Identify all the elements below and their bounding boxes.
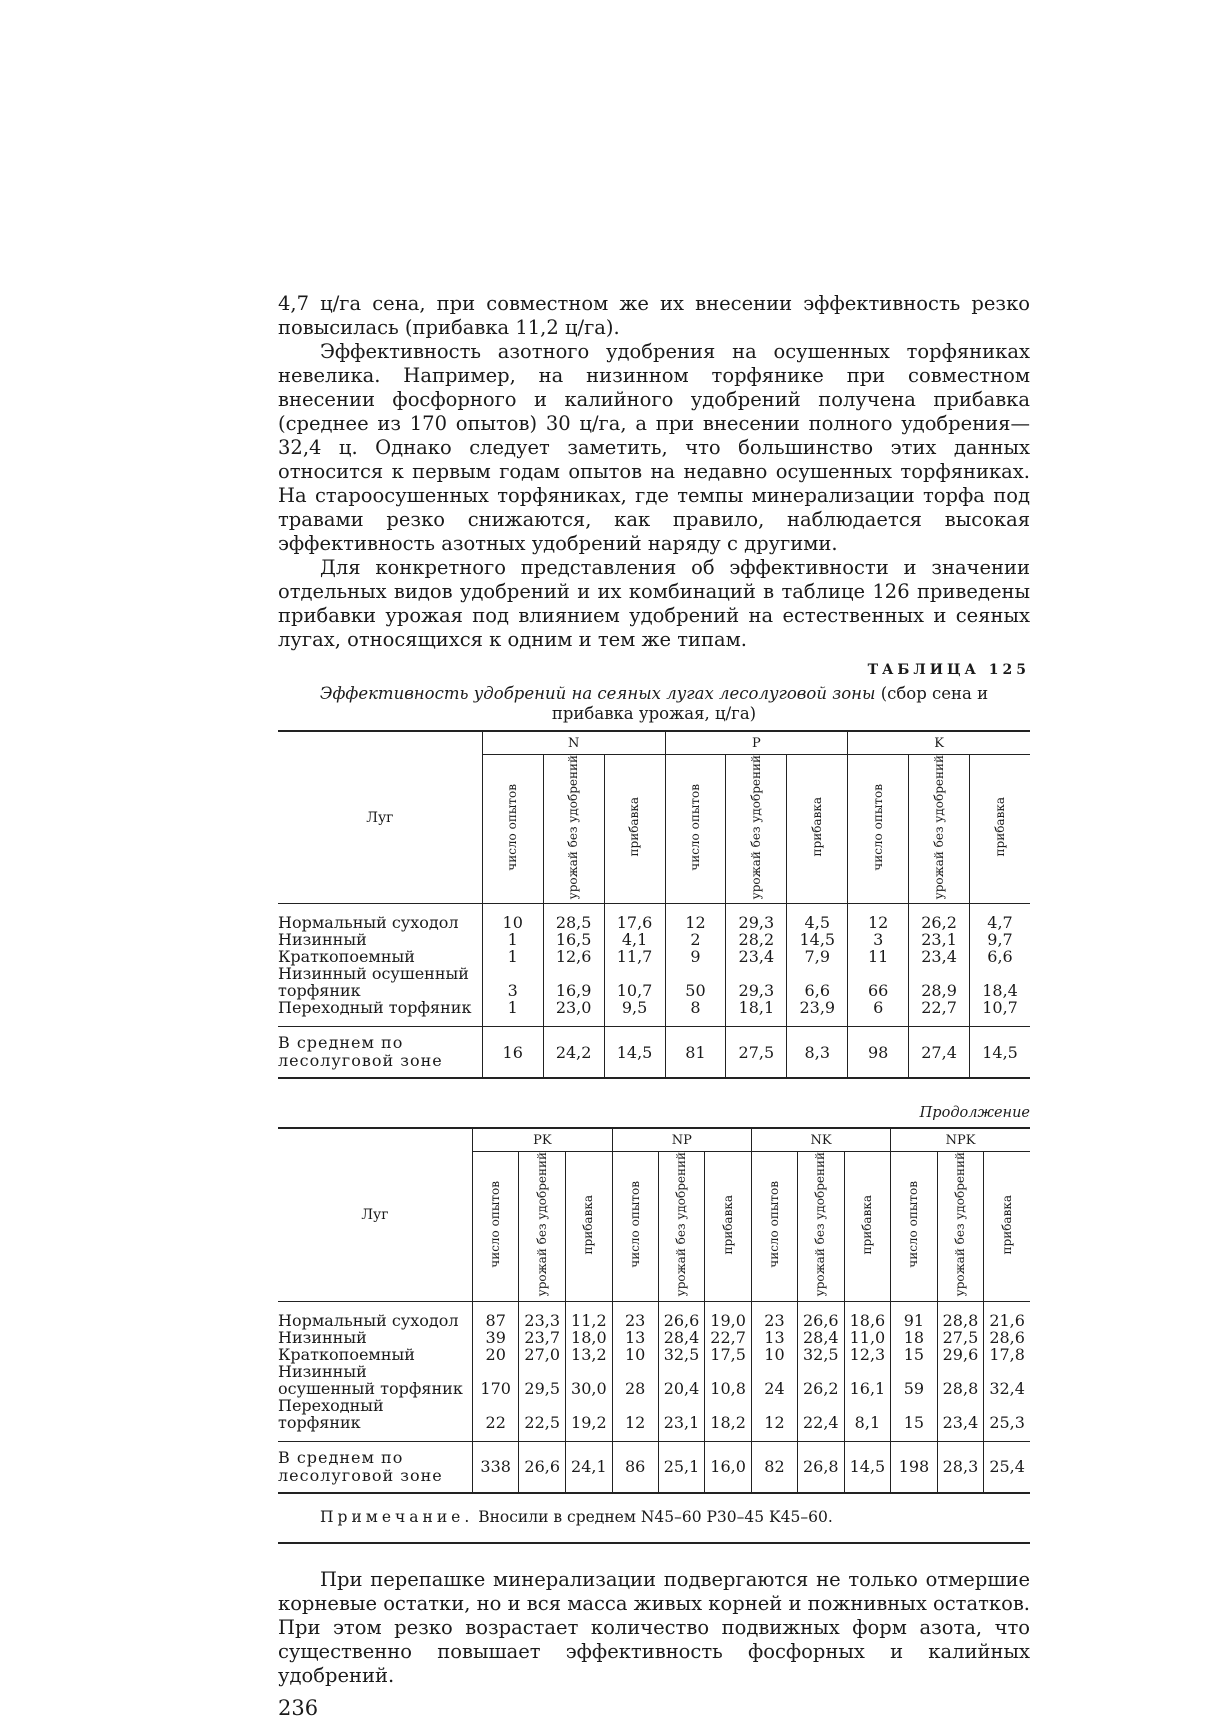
sub-header-text: урожай без удобрений	[813, 1152, 828, 1297]
sub-header-text: число опытов	[505, 783, 520, 871]
table-cell: 27,0	[519, 1346, 566, 1363]
group-header: NP	[612, 1128, 751, 1152]
average-cell: 14,5	[604, 1027, 665, 1079]
table-cell: 23,4	[937, 1397, 984, 1431]
row-label: Краткопоемный	[278, 948, 482, 965]
table-cell: 25,3	[989, 1412, 1025, 1432]
table-cell: 16,5	[543, 931, 604, 948]
table-cell: 13	[751, 1329, 797, 1346]
table-cell: 16,9	[543, 965, 604, 999]
table-cell: 11	[848, 948, 909, 965]
row-label: Нормальный суходол	[278, 1312, 472, 1329]
table-cell: 9,5	[604, 999, 665, 1016]
table-cell: 28,8	[937, 1363, 984, 1397]
table-cell: 26,6	[658, 1312, 705, 1329]
table-label: ТАБЛИЦА 125	[867, 662, 1030, 678]
sub-header	[848, 755, 909, 904]
sub-header	[970, 755, 1030, 904]
group-header: P	[665, 731, 848, 755]
table-cell: 4,7	[987, 913, 1013, 933]
table-cell: 4,1	[604, 931, 665, 948]
sub-header-text: урожай без удобрений	[952, 1152, 967, 1297]
average-cell: 24,1	[566, 1441, 613, 1493]
table-cell: 22	[472, 1397, 518, 1431]
sub-header-text: число опытов	[766, 1181, 781, 1268]
average-cell: 14,5	[844, 1441, 891, 1493]
table-cell: 39	[472, 1329, 518, 1346]
sub-header	[797, 1152, 844, 1301]
table-cell: 170	[472, 1363, 518, 1397]
table-cell: 32,5	[658, 1346, 705, 1363]
table-caption-italic: Эффективность удобрений на сеяных лугах лесолуговой зоны	[319, 684, 876, 703]
table-cell: 19,2	[566, 1397, 613, 1431]
average-cell: 8,3	[787, 1027, 848, 1079]
table-cell: 23,7	[519, 1329, 566, 1346]
table-cell: 9,7	[987, 930, 1013, 950]
table-cell: 28,5	[543, 914, 604, 931]
sub-header-text: урожай без удобрений	[931, 755, 946, 900]
row-label: Низинный осушенный торфяник	[278, 1363, 472, 1397]
table-cell: 6,6	[987, 947, 1013, 967]
sub-header	[705, 1152, 752, 1301]
average-cell: 25,4	[989, 1457, 1025, 1477]
table-caption-rest: (сбор сена и прибавка урожая, ц/га)	[551, 684, 989, 723]
average-cell: 86	[612, 1441, 658, 1493]
divider	[278, 1542, 1030, 1544]
sub-header	[787, 755, 848, 904]
group-header: NK	[751, 1128, 890, 1152]
sub-header-text: урожай без удобрений	[534, 1152, 549, 1297]
table-cell: 17,8	[989, 1344, 1025, 1364]
table-cell: 11,7	[604, 948, 665, 965]
table-cell: 27,5	[937, 1329, 984, 1346]
table-cell: 8	[665, 999, 726, 1016]
table-cell: 50	[665, 965, 726, 999]
table-cell: 9	[665, 948, 726, 965]
table-cell: 16,1	[844, 1363, 891, 1397]
table-cell: 30,0	[566, 1363, 613, 1397]
sub-header-text: урожай без удобрений	[566, 755, 581, 900]
average-cell: 98	[848, 1027, 909, 1079]
sub-header	[604, 755, 665, 904]
sub-header-text: прибавка	[720, 1194, 735, 1255]
table-cell: 26,2	[797, 1363, 844, 1397]
row-label: Переходный торфяник	[278, 999, 482, 1016]
sub-header-text: прибавка	[992, 797, 1007, 857]
table-cell: 91	[891, 1312, 937, 1329]
table-cell: 29,3	[726, 965, 787, 999]
row-label: Низинный осушенный торфяник	[278, 965, 482, 999]
sub-header-text: прибавка	[581, 1194, 596, 1255]
average-cell: 198	[891, 1441, 937, 1493]
sub-header-text: число опытов	[870, 783, 885, 871]
table-cell: 28,2	[726, 931, 787, 948]
table-cell: 10	[612, 1346, 658, 1363]
table-cell: 26,2	[909, 914, 970, 931]
table-cell: 23,3	[519, 1312, 566, 1329]
sub-header	[726, 755, 787, 904]
sub-header	[612, 1152, 658, 1301]
sub-header	[844, 1152, 891, 1301]
table-cell: 22,7	[705, 1329, 752, 1346]
table-cell: 2	[665, 931, 726, 948]
table-cell: 10,8	[705, 1363, 752, 1397]
table-cell: 66	[848, 965, 909, 999]
group-header: N	[482, 731, 665, 755]
table-cell: 6	[848, 999, 909, 1016]
average-cell: 26,8	[797, 1441, 844, 1493]
paragraph-3: Для конкретного представления об эффективности и значении отдельных видов удобрений и их комбинаций в таблице 126 приведены прибавки урожая под влиянием удобрений на естественных и сеяных лугах, относящихся к одним и тем же типам.	[278, 556, 1030, 651]
row-label: Низинный	[278, 931, 482, 948]
sub-header-text: прибавка	[859, 1194, 874, 1255]
row-label: Низинный	[278, 1329, 472, 1346]
average-row	[278, 1441, 1030, 1493]
sub-header-text: урожай без удобрений	[748, 755, 763, 900]
table-cell: 17,5	[705, 1346, 752, 1363]
table-cell: 59	[891, 1363, 937, 1397]
table-cell: 22,5	[519, 1397, 566, 1431]
average-cell: 81	[665, 1027, 726, 1079]
table-cell: 12	[612, 1397, 658, 1431]
average-label: В среднем по лесолуговой зоне	[278, 1441, 472, 1493]
table-cell: 12,6	[543, 948, 604, 965]
table-cell: 7,9	[787, 948, 848, 965]
sub-header	[909, 755, 970, 904]
table-cell: 14,5	[787, 931, 848, 948]
average-cell: 26,6	[519, 1441, 566, 1493]
table-row	[278, 948, 1030, 965]
table-cell: 87	[472, 1312, 518, 1329]
table-cell: 32,5	[797, 1346, 844, 1363]
sub-header-text: прибавка	[627, 797, 642, 857]
table-cell: 22,4	[797, 1397, 844, 1431]
note-text: Вносили в среднем N45–60 P30–45 K45–60.	[478, 1507, 833, 1526]
table-cell: 3	[848, 931, 909, 948]
sub-header	[665, 755, 726, 904]
average-cell: 16,0	[705, 1441, 752, 1493]
table-cell: 23,9	[787, 999, 848, 1016]
row-label: Переходный торфяник	[278, 1397, 472, 1431]
table-cell: 10,7	[604, 965, 665, 999]
table-cell: 6,6	[787, 965, 848, 999]
average-cell: 27,5	[726, 1027, 787, 1079]
sub-header	[482, 755, 543, 904]
table-cell: 4,5	[787, 914, 848, 931]
table-cell: 15	[891, 1346, 937, 1363]
table-1	[278, 730, 1030, 1079]
table-cell: 18,2	[705, 1397, 752, 1431]
table-cell: 17,6	[604, 914, 665, 931]
table-cell: 20	[472, 1346, 518, 1363]
table-cell: 29,6	[937, 1346, 984, 1363]
row-label: Краткопоемный	[278, 1346, 472, 1363]
sub-header-text: урожай без удобрений	[674, 1152, 688, 1297]
table-cell: 28,4	[658, 1329, 705, 1346]
row-label: Нормальный суходол	[278, 914, 482, 931]
table-cell: 10	[482, 914, 543, 931]
paragraph-1: 4,7 ц/га сена, при совместном же их внесении эффективность резко повысилась (прибавка 11,2 ц/га).	[278, 292, 1030, 339]
table-row	[278, 1312, 1030, 1329]
table-cell: 26,6	[797, 1312, 844, 1329]
paragraph-2: Эффективность азотного удобрения на осушенных торфяниках невелика. Например, на низинном торфянике при совместном внесении фосфорного и калийного удобрений получена прибавка (среднее из 170 опытов) 30 ц/га, а при внесении полного удобрения—32,4 ц. Однако следует заметить, что большинство этих данных относится к первым годам опытов на недавно осушенных торфяниках. На староосушенных торфяниках, где темпы минерализации торфа под травами резко снижаются, как правило, наблюдается высокая эффективность азотных удобрений наряду с другими.	[278, 340, 1030, 555]
sub-header	[543, 755, 604, 904]
note-label: Примечание.	[320, 1507, 474, 1526]
table-cell: 29,3	[726, 914, 787, 931]
table-cell: 21,6	[989, 1310, 1025, 1330]
table-cell: 28,9	[909, 965, 970, 999]
average-label: В среднем по лесолуговой зоне	[278, 1027, 482, 1079]
sub-header	[937, 1152, 984, 1301]
table-cell: 10,7	[982, 998, 1018, 1018]
table-cell: 28,6	[989, 1327, 1025, 1347]
table-row	[278, 999, 1030, 1016]
page-number: 236	[278, 1695, 319, 1720]
paragraph-4: При перепашке минерализации подвергаются не только отмершие корневые остатки, но и вся масса живых корней и пожнивных остатков. При этом резко возрастает количество подвижных форм азота, что существенно повышает эффективность фосфорных и калийных удобрений.	[278, 1567, 1030, 1687]
sub-header-text: число опытов	[687, 783, 702, 871]
table-cell: 11,2	[566, 1312, 613, 1329]
sub-header	[658, 1152, 705, 1301]
table-caption	[278, 684, 1030, 724]
table-cell: 23,4	[909, 948, 970, 965]
group-header: NPK	[891, 1128, 1030, 1152]
sub-header	[472, 1152, 518, 1301]
sub-header-text: число опытов	[627, 1181, 642, 1268]
table-note	[320, 1508, 1030, 1526]
table-cell: 23	[751, 1312, 797, 1329]
table-row	[278, 931, 1030, 948]
table-cell: 12	[848, 914, 909, 931]
sub-header	[984, 1152, 1030, 1301]
table-cell: 19,0	[705, 1312, 752, 1329]
table-cell: 29,5	[519, 1363, 566, 1397]
table-row	[278, 965, 1030, 999]
table-row	[278, 914, 1030, 931]
average-cell: 338	[472, 1441, 518, 1493]
average-cell: 16	[482, 1027, 543, 1079]
table-cell: 22,7	[909, 999, 970, 1016]
group-header: PK	[472, 1128, 612, 1152]
table-cell: 20,4	[658, 1363, 705, 1397]
sub-header-text: прибавка	[809, 797, 824, 857]
sub-header	[519, 1152, 566, 1301]
table-cell: 13,2	[566, 1346, 613, 1363]
average-cell: 28,3	[937, 1441, 984, 1493]
table-cell: 3	[482, 965, 543, 999]
average-cell: 82	[751, 1441, 797, 1493]
group-header: K	[848, 731, 1030, 755]
average-cell: 24,2	[543, 1027, 604, 1079]
table-row	[278, 1329, 1030, 1346]
table-2	[278, 1127, 1030, 1493]
average-cell: 25,1	[658, 1441, 705, 1493]
table-cell: 1	[482, 948, 543, 965]
table-cell: 11,0	[844, 1329, 891, 1346]
average-row	[278, 1027, 1030, 1079]
table-row	[278, 1346, 1030, 1363]
table-cell: 24	[751, 1363, 797, 1397]
sub-header	[891, 1152, 937, 1301]
table-cell: 18,0	[566, 1329, 613, 1346]
col-header-lug: Луг	[278, 731, 482, 904]
table-cell: 18	[891, 1329, 937, 1346]
table-row	[278, 1363, 1030, 1397]
table-cell: 28	[612, 1363, 658, 1397]
table-cell: 15	[891, 1397, 937, 1431]
table-cell: 23,4	[726, 948, 787, 965]
sub-header	[751, 1152, 797, 1301]
sub-header	[566, 1152, 613, 1301]
continuation-label: Продолжение	[919, 1105, 1030, 1122]
table-cell: 8,1	[844, 1397, 891, 1431]
table-cell: 23,0	[543, 999, 604, 1016]
sub-header-text: прибавка	[999, 1194, 1014, 1255]
table-cell: 13	[612, 1329, 658, 1346]
table-cell: 23,1	[658, 1397, 705, 1431]
table-cell: 12,3	[844, 1346, 891, 1363]
average-cell: 27,4	[909, 1027, 970, 1079]
table-cell: 1	[482, 999, 543, 1016]
table-cell: 10	[751, 1346, 797, 1363]
col-header-lug: Луг	[278, 1128, 472, 1301]
table-row	[278, 1397, 1030, 1431]
table-cell: 1	[482, 931, 543, 948]
table-cell: 18,6	[844, 1312, 891, 1329]
average-cell: 14,5	[982, 1042, 1018, 1062]
sub-header-text: число опытов	[488, 1181, 503, 1268]
table-cell: 18,4	[982, 981, 1018, 1001]
table-cell: 18,1	[726, 999, 787, 1016]
table-cell: 23,1	[909, 931, 970, 948]
table-cell: 12	[665, 914, 726, 931]
table-cell: 28,8	[937, 1312, 984, 1329]
table-cell: 32,4	[989, 1378, 1025, 1398]
table-cell: 28,4	[797, 1329, 844, 1346]
sub-header-text: число опытов	[906, 1181, 921, 1268]
page-content	[278, 292, 1030, 1720]
table-cell: 12	[751, 1397, 797, 1431]
table-cell: 23	[612, 1312, 658, 1329]
